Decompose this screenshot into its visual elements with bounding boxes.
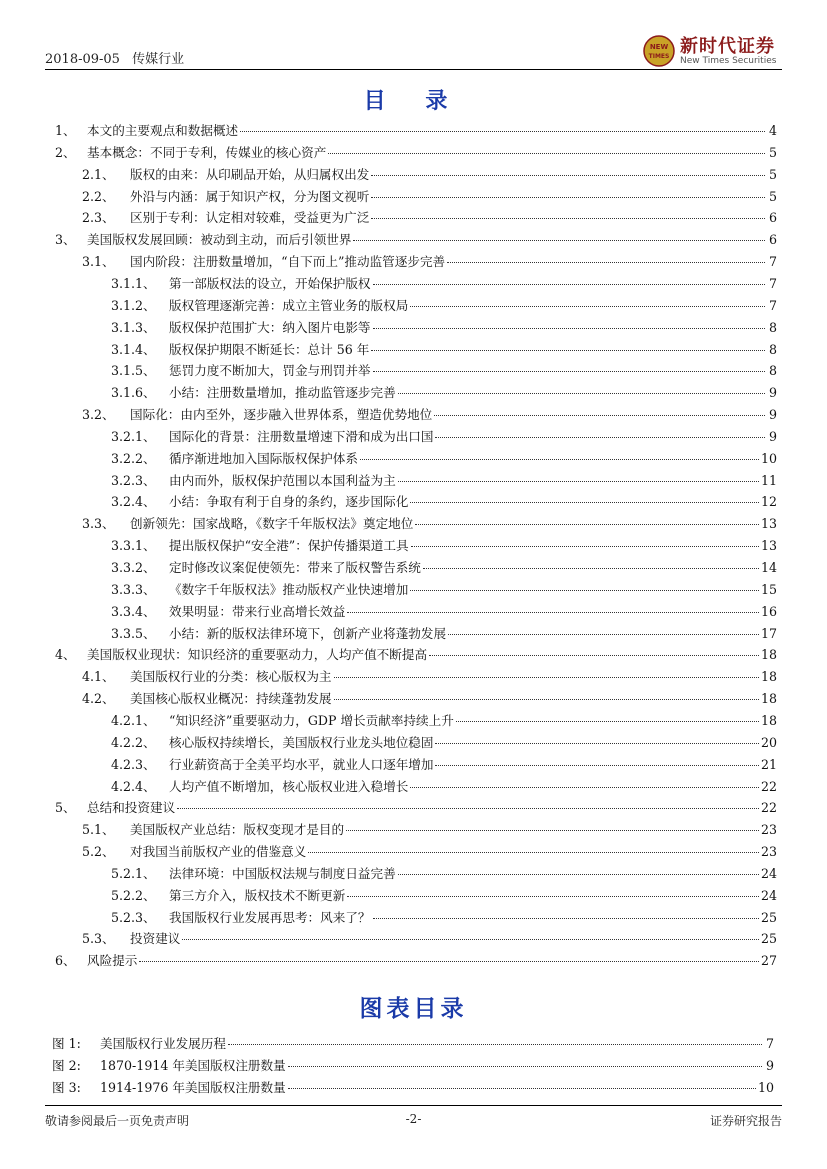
entry-page: 21 — [760, 756, 777, 772]
svg-text:NEW: NEW — [649, 43, 669, 51]
entry-number: 2.1、 — [82, 166, 115, 182]
entry-page: 24 — [760, 887, 777, 903]
entry-title: 核心版权持续增长，美国版权行业龙头地位稳固 — [169, 734, 434, 750]
disclaimer-note: 敬请参阅最后一页免责声明 — [45, 1114, 190, 1128]
entry-title: 区别于专利：认定相对较难，受益更为广泛 — [130, 210, 370, 226]
logo-chinese-name: 新时代证券 — [680, 36, 775, 57]
toc-entry[interactable] — [55, 404, 777, 424]
entry-number: 3.1.1、 — [111, 275, 156, 291]
entry-number: 4、 — [55, 647, 76, 663]
entry-title: 提出版权保护“安全港”：保护传播渠道工具 — [169, 538, 409, 554]
dot-leader — [353, 229, 765, 241]
toc-entry[interactable] — [55, 710, 777, 730]
toc-entry[interactable] — [55, 623, 777, 643]
entry-page: 16 — [760, 603, 777, 619]
dot-leader — [398, 470, 759, 482]
toc-entry[interactable] — [55, 273, 777, 293]
entry-page: 9 — [768, 407, 777, 423]
entry-title: 国内阶段：注册数量增加，“自下而上”推动监管逐步完善 — [130, 254, 446, 270]
entry-title: 外沿与内涵：属于知识产权，分为图文视听 — [130, 188, 370, 204]
report-type: 证券研究报告 — [709, 1114, 782, 1128]
entry-page: 5 — [768, 166, 777, 182]
entry-number: 3.2、 — [82, 407, 115, 423]
toc-entry[interactable] — [55, 186, 777, 206]
entry-number: 5.3、 — [82, 931, 115, 947]
entry-number: 3.2.2、 — [111, 450, 156, 466]
dot-leader — [398, 382, 765, 394]
entry-page: 6 — [768, 210, 777, 226]
entry-page: 23 — [760, 822, 777, 838]
dot-leader — [373, 273, 766, 285]
entry-number: 3.2.1、 — [111, 428, 156, 444]
dot-leader — [334, 666, 759, 678]
toc-entry[interactable] — [55, 776, 777, 796]
entry-page: 4 — [768, 123, 777, 138]
entry-page: 24 — [760, 865, 777, 881]
entry-number: 3.1.6、 — [111, 385, 156, 401]
entry-title: 人均产值不断增加，核心版权业进入稳增长 — [169, 778, 409, 794]
dot-leader — [415, 513, 759, 525]
entry-title: 美国版权发展回顾：被动到主动，而后引领世界 — [87, 232, 352, 248]
entry-title: 1870-1914 年美国版权注册数量 — [100, 1058, 286, 1073]
toc-entry[interactable] — [55, 513, 777, 533]
toc-entry[interactable] — [55, 535, 777, 555]
entry-number: 4.1、 — [82, 669, 115, 685]
logo-english-name: New Times Securities — [680, 56, 777, 66]
entry-page: 17 — [760, 625, 777, 641]
dot-leader — [410, 491, 759, 503]
entry-number: 6、 — [55, 953, 76, 969]
entry-number: 3.1、 — [82, 254, 115, 270]
toc-entry[interactable] — [55, 251, 777, 271]
dot-leader — [410, 295, 765, 307]
entry-title: 法律环境：中国版权法规与制度日益完善 — [169, 865, 396, 881]
toc-entry[interactable] — [55, 229, 777, 249]
toc-entry[interactable] — [55, 819, 777, 839]
dot-leader — [371, 164, 765, 176]
dot-leader — [448, 623, 759, 635]
entry-title: 由内而外，版权保护范围以本国利益为主 — [169, 472, 396, 488]
entry-page: 13 — [760, 538, 777, 554]
toc-entry[interactable] — [55, 491, 777, 511]
entry-title: 版权管理逐渐完善：成立主管业务的版权局 — [169, 297, 409, 313]
header-divider — [45, 69, 782, 70]
dot-leader — [423, 557, 759, 569]
entry-number: 5.2.2、 — [111, 887, 156, 903]
dot-leader — [347, 885, 759, 897]
figure-entry[interactable] — [52, 1055, 774, 1075]
entry-title: 小结：新的版权法律环境下，创新产业将蓬勃发展 — [169, 625, 447, 641]
logo-mark-icon — [642, 34, 676, 68]
entry-number: 4.2.3、 — [111, 756, 156, 772]
dot-leader — [410, 579, 759, 591]
entry-number: 4.2.1、 — [111, 712, 156, 728]
toc-entry[interactable] — [55, 339, 777, 359]
figure-entry[interactable] — [52, 1033, 774, 1053]
page-number: -2- — [405, 1112, 422, 1126]
dot-leader — [435, 732, 759, 744]
entry-title: 国际化的背景：注册数量增速下滑和成为出口国 — [169, 428, 434, 444]
toc-entry[interactable] — [55, 666, 777, 686]
entry-title: 第三方介入，版权技术不断更新 — [169, 887, 346, 903]
entry-number: 3.1.4、 — [111, 341, 156, 357]
dot-leader — [334, 688, 759, 700]
toc-entry[interactable] — [55, 448, 777, 468]
entry-number: 2.2、 — [82, 188, 115, 204]
entry-number: 3.1.2、 — [111, 297, 156, 313]
company-logo — [642, 32, 782, 72]
entry-number: 3.3.3、 — [111, 581, 156, 597]
entry-title: 对我国当前版权产业的借鉴意义 — [130, 844, 307, 860]
toc-entry[interactable] — [55, 164, 777, 184]
toc-entry[interactable] — [55, 907, 777, 927]
entry-title: 创新领先：国家战略，《数字千年版权法》奠定地位 — [130, 516, 414, 532]
dot-leader — [139, 950, 759, 962]
entry-title: 行业薪资高于全美平均水平，就业人口逐年增加 — [169, 756, 434, 772]
entry-title: 小结：注册数量增加，推动监管逐步完善 — [169, 385, 396, 401]
entry-number: 图 1: — [52, 1036, 81, 1051]
entry-title: 国际化：由内至外，逐步融入世界体系，塑造优势地位 — [130, 407, 433, 423]
dot-leader — [328, 142, 765, 154]
dot-leader — [434, 404, 765, 416]
dot-leader — [346, 819, 759, 831]
toc-entry[interactable] — [55, 754, 777, 774]
toc-entry[interactable] — [55, 950, 777, 970]
toc-entry[interactable] — [55, 557, 777, 577]
entry-title: 美国版权行业的分类：核心版权为主 — [130, 669, 332, 685]
entry-title: 版权保护期限不断延长：总计 56 年 — [169, 341, 370, 357]
entry-title: 定时修改议案促使领先：带来了版权警告系统 — [169, 560, 421, 575]
entry-page: 6 — [768, 232, 777, 248]
entry-title: 1914-1976 年美国版权注册数量 — [100, 1080, 286, 1095]
toc-entry[interactable] — [55, 688, 777, 708]
entry-page: 9 — [765, 1058, 774, 1073]
toc-entry[interactable] — [55, 207, 777, 227]
toc-entry[interactable] — [55, 317, 777, 337]
entry-title: “知识经济”重要驱动力，GDP 增长贡献率持续上升 — [169, 712, 454, 728]
footer-divider — [45, 1105, 782, 1106]
entry-title: 我国版权行业发展再思考：风来了？ — [169, 909, 371, 925]
entry-page: 20 — [760, 734, 777, 750]
entry-page: 8 — [768, 341, 777, 357]
entry-number: 3.2.3、 — [111, 472, 156, 488]
toc-entry[interactable] — [55, 142, 777, 162]
dot-leader — [410, 776, 759, 788]
toc-entry[interactable] — [55, 928, 777, 948]
entry-title: 美国版权产业总结：版权变现才是目的 — [130, 822, 345, 838]
entry-number: 5.2、 — [82, 844, 115, 860]
entry-number: 5.1、 — [82, 822, 115, 838]
figures-title: 图表目录 — [359, 995, 468, 1022]
toc-entry[interactable] — [55, 797, 777, 817]
header-info — [45, 48, 192, 67]
entry-title: 循序渐进地加入国际版权保护体系 — [169, 450, 358, 466]
entry-number: 4.2.4、 — [111, 778, 156, 794]
dot-leader — [447, 251, 765, 263]
entry-page: 14 — [760, 560, 777, 575]
entry-page: 7 — [765, 1036, 774, 1051]
toc-entry[interactable] — [55, 732, 777, 752]
dot-leader — [182, 928, 759, 940]
entry-page: 7 — [768, 275, 777, 291]
entry-number: 2.3、 — [82, 210, 115, 226]
dot-leader — [429, 644, 759, 656]
entry-page: 11 — [760, 472, 777, 488]
entry-page: 25 — [760, 931, 777, 947]
dot-leader — [373, 360, 766, 372]
dot-leader — [347, 601, 759, 613]
entry-number: 3.3.5、 — [111, 625, 156, 641]
toc-entry[interactable] — [55, 644, 777, 664]
entry-page: 8 — [768, 319, 777, 335]
entry-number: 4.2.2、 — [111, 734, 156, 750]
entry-title: 投资建议 — [130, 931, 181, 947]
entry-page: 5 — [768, 144, 777, 160]
dot-leader — [228, 1033, 762, 1045]
entry-title: 美国核心版权业概况：持续蓬勃发展 — [130, 691, 332, 707]
dot-leader — [373, 907, 759, 919]
entry-page: 10 — [757, 1080, 774, 1095]
entry-number: 1、 — [55, 123, 76, 138]
entry-page: 22 — [760, 800, 777, 816]
entry-page: 22 — [760, 778, 777, 794]
dot-leader — [371, 207, 765, 219]
dot-leader — [411, 535, 759, 547]
entry-page: 9 — [768, 385, 777, 401]
entry-page: 7 — [768, 297, 777, 313]
entry-number: 5.2.1、 — [111, 865, 156, 881]
entry-title: 美国版权业现状：知识经济的重要驱动力，人均产值不断提高 — [87, 647, 428, 663]
entry-number: 3.1.3、 — [111, 319, 156, 335]
entry-page: 23 — [760, 844, 777, 860]
dot-leader — [177, 797, 759, 809]
dot-leader — [240, 120, 765, 132]
entry-number: 5.2.3、 — [111, 909, 156, 925]
entry-title: 第一部版权法的设立，开始保护版权 — [169, 275, 371, 291]
dot-leader — [398, 863, 759, 875]
entry-number: 3.3.2、 — [111, 560, 156, 575]
industry-label: 传媒行业 — [132, 52, 185, 67]
dot-leader — [288, 1077, 756, 1089]
entry-page: 9 — [768, 428, 777, 444]
entry-number: 3.3.1、 — [111, 538, 156, 554]
entry-page: 18 — [760, 669, 777, 685]
dot-leader — [371, 186, 765, 198]
dot-leader — [308, 841, 759, 853]
toc-entry[interactable] — [55, 120, 777, 140]
dot-leader — [373, 317, 766, 329]
toc-entry[interactable] — [55, 601, 777, 621]
entry-number: 3.2.4、 — [111, 494, 156, 510]
toc-entry[interactable] — [55, 841, 777, 861]
toc-entry[interactable] — [55, 470, 777, 490]
toc-entry[interactable] — [55, 885, 777, 905]
entry-title: 《数字千年版权法》推动版权产业快速增加 — [169, 581, 409, 597]
entry-number: 图 3: — [52, 1080, 81, 1095]
entry-page: 18 — [760, 691, 777, 707]
toc-entry[interactable] — [55, 863, 777, 883]
toc-title: 目 录 — [363, 88, 464, 114]
entry-title: 基本概念：不同于专利，传媒业的核心资产 — [87, 144, 327, 160]
toc-entry[interactable] — [55, 295, 777, 315]
dot-leader — [435, 754, 759, 766]
entry-page: 8 — [768, 363, 777, 379]
page-header — [45, 36, 782, 68]
entry-number: 2、 — [55, 144, 76, 160]
entry-page: 13 — [760, 516, 777, 532]
entry-number: 3.1.5、 — [111, 363, 156, 379]
entry-page: 25 — [760, 909, 777, 925]
entry-number: 3.3.4、 — [111, 603, 156, 619]
dot-leader — [456, 710, 759, 722]
entry-page: 7 — [768, 254, 777, 270]
entry-number: 3.3、 — [82, 516, 115, 532]
toc-entry[interactable] — [55, 579, 777, 599]
dot-leader — [435, 426, 765, 438]
toc-entry[interactable] — [55, 360, 777, 380]
entry-number: 3、 — [55, 232, 76, 248]
entry-page: 15 — [760, 581, 777, 597]
entry-title: 版权保护范围扩大：纳入图片电影等 — [169, 319, 371, 335]
toc-entry[interactable] — [55, 382, 777, 402]
entry-number: 图 2: — [52, 1058, 81, 1073]
report-date: 2018-09-05 — [45, 52, 120, 67]
entry-title: 总结和投资建议 — [87, 800, 176, 816]
dot-leader — [371, 339, 765, 351]
entry-title: 美国版权行业发展历程 — [100, 1036, 226, 1051]
entry-page: 12 — [760, 494, 777, 510]
entry-page: 18 — [760, 712, 777, 728]
entry-title: 风险提示 — [87, 953, 138, 969]
entry-title: 版权的由来：从印刷品开始，从归属权出发 — [130, 166, 370, 182]
svg-text:TIMES: TIMES — [648, 53, 670, 60]
entry-title: 本文的主要观点和数据概述 — [87, 123, 239, 138]
entry-page: 18 — [760, 647, 777, 663]
entry-title: 小结：争取有利于自身的条约，逐步国际化 — [169, 494, 409, 510]
entry-page: 5 — [768, 188, 777, 204]
entry-number: 5、 — [55, 800, 76, 816]
dot-leader — [288, 1055, 762, 1067]
figure-entry[interactable] — [52, 1077, 774, 1097]
entry-title: 惩罚力度不断加大，罚金与刑罚并举 — [169, 363, 371, 379]
entry-page: 10 — [760, 450, 777, 466]
entry-title: 效果明显：带来行业高增长效益 — [169, 603, 346, 619]
entry-number: 4.2、 — [82, 691, 115, 707]
entry-page: 27 — [760, 953, 777, 969]
dot-leader — [360, 448, 759, 460]
toc-entry[interactable] — [55, 426, 777, 446]
